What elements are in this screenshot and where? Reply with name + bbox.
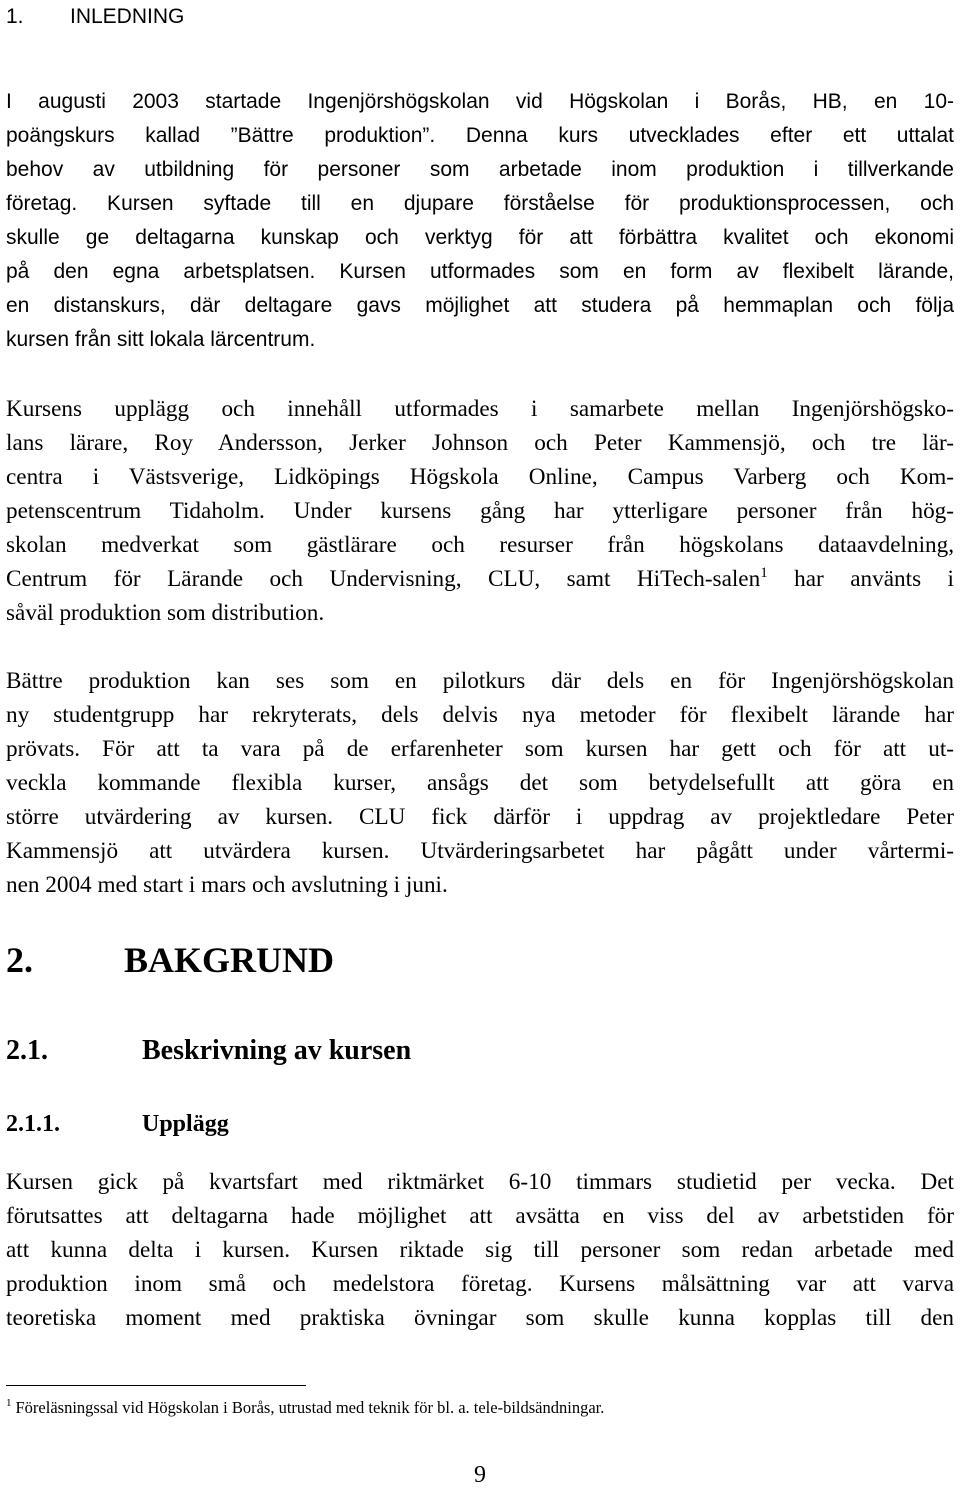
text-line: skolan medverkat som gästlärare och resurser från högskolans dataavdelning, [6,532,954,558]
text-line: Bättre produktion kan ses som en pilotkurs där dels en för Ingenjörshögskolan [6,668,954,694]
text-line: centra i Västsverige, Lidköpings Högskola Online, Campus Varberg och Kom- [6,464,954,490]
text-line-with-footnote [6,562,954,596]
heading-beskrivning [6,1036,411,1066]
heading-title: Upplägg [142,1111,229,1137]
footnote-text: Föreläsningssal vid Högskolan i Borås, utrustad med teknik för bl. a. tele-bildsändningar. [15,1398,605,1417]
heading-number: 2.1.1. [6,1111,60,1137]
text-line: veckla kommande flexibla kurser, ansågs det som betydelsefullt att göra en [6,770,954,796]
text-line: behov av utbildning för personer som arbetade inom produktion i tillverkande [6,158,954,181]
text-line: Kursen gick på kvartsfart med riktmärket 6-10 timmars studietid per vecka. Det [6,1169,954,1195]
footnote-mark: 1 [6,1397,12,1409]
text-line: poängskurs kallad ”Bättre produktion”. Denna kurs utvecklades efter ett uttalat [6,124,954,147]
text-line: större utvärdering av kursen. CLU fick därför i uppdrag av projektledare Peter [6,804,954,830]
heading-bakgrund [6,940,335,980]
footnote [6,1397,604,1419]
text-line: förutsattes att deltagarna hade möjlighet att avsätta en viss del av arbetstiden för [6,1203,954,1229]
text-line: kursen från sitt lokala lärcentrum. [6,328,316,351]
text-line: ny studentgrupp har rekryterats, dels delvis nya metoder för flexibelt lärande har [6,702,954,728]
text-line: lans lärare, Roy Andersson, Jerker Johnson och Peter Kammensjö, och tre lär- [6,430,954,456]
heading-number: 2.1. [6,1035,48,1066]
heading-title: INLEDNING [70,5,185,28]
footnote-divider [6,1385,306,1386]
text-line: petenscentrum Tidaholm. Under kursens gång har ytterligare personer från hög- [6,498,954,524]
text-line: prövats. För att ta vara på de erfarenheter som kursen har gett och för att ut- [6,736,954,762]
text-line: på den egna arbetsplatsen. Kursen utformades som en form av flexibelt lärande, [6,260,954,283]
text-line: företag. Kursen syftade till en djupare förståelse för produktionsprocessen, och [6,192,954,215]
heading-upplagg [6,1111,229,1137]
text-line: I augusti 2003 startade Ingenjörshögskolan vid Högskolan i Borås, HB, en 10- [6,90,954,113]
text-line: produktion inom små och medelstora företag. Kursens målsättning var att varva [6,1271,954,1297]
text-line: Kursens upplägg och innehåll utformades i samarbete mellan Ingenjörshögsko- [6,396,954,422]
text-line: skulle ge deltagarna kunskap och verktyg för att förbättra kvalitet och ekonomi [6,226,954,249]
text-segment: har använts i [767,566,955,592]
text-line: nen 2004 med start i mars och avslutning i juni. [6,872,448,898]
text-line: att kunna delta i kursen. Kursen riktade sig till personer som redan arbetade med [6,1237,954,1263]
page-number: 9 [474,1462,486,1488]
text-line: såväl produktion som distribution. [6,600,325,626]
text-segment: Centrum för Lärande och Undervisning, CLU, samt HiTech-salen [6,566,761,592]
text-line: teoretiska moment med praktiska övningar som skulle kunna kopplas till den [6,1305,954,1331]
heading-title: Beskrivning av kursen [142,1035,412,1066]
paragraph-course-design [6,392,954,630]
footnote-reference: 1 [760,565,768,581]
heading-inledning [6,0,184,34]
text-line: en distanskurs, där deltagare gavs möjlighet att studera på hemmaplan och följa [6,294,954,317]
heading-number: 1. [6,5,24,28]
text-line: Kammensjö att utvärdera kursen. Utvärderingsarbetet har pågått under vårtermi- [6,838,954,864]
paragraph-upplagg [6,1165,954,1335]
heading-number: 2. [6,940,33,980]
paragraph-pilot-course [6,664,954,902]
paragraph-intro [6,85,954,357]
heading-title: BAKGRUND [124,940,335,980]
